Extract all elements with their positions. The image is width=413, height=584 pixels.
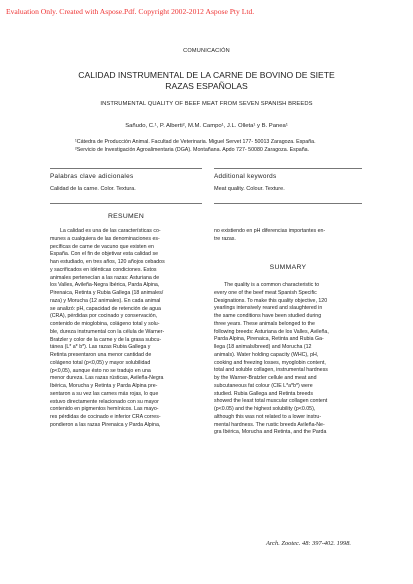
text-line: y sacrificados en idénticas condiciones. Estos <box>50 266 157 273</box>
text-line: raza) y Morucha (12 animales). En cada animal <box>50 297 161 304</box>
title-line: CALIDAD INSTRUMENTAL DE LA CARNE DE BOVINO DE SIETE <box>78 70 335 80</box>
keywords-en-text: Meat quality. Colour. Texture. <box>214 186 285 192</box>
summary-heading: SUMMARY <box>269 264 307 271</box>
section-label: COMUNICACIÓN <box>183 48 230 54</box>
journal-citation: Arch. Zootec. 48: 397-402. 1998. <box>266 540 351 547</box>
text-line: (p<0,05), aunque ésto no se tradujo en una <box>50 367 151 374</box>
text-line: Parda Alpina, Pirenaica, Retinta and Rubia Ga- <box>214 336 324 343</box>
text-line: sentaron a su vez las carnes más rojas, lo que <box>50 390 159 397</box>
text-line: total and soluble collagen, instrumental hardness <box>214 367 328 374</box>
affiliation: ²Servicio de Investigación Agroalimentaria (DGA). Montañana. Apdo 727- 50080 Zaragoza. España. <box>75 147 310 153</box>
text-line: every one of the beef meat Spanish Specific <box>214 289 317 296</box>
resumen-continued <box>214 228 362 244</box>
text-line: contenido en pigmentos hemínicos. Las mayo- <box>50 406 159 413</box>
keywords-es-heading: Palabras clave adicionales <box>50 173 134 180</box>
text-line: following breeds: Asturiana de los Valles, Avileña, <box>214 328 329 335</box>
text-line: España. Con el fin de objetivar esta calidad se <box>50 251 158 258</box>
text-line: by the Warner-Bratzler cellule and meat and <box>214 375 317 381</box>
text-line: se analizó: pH, capacidad de retención de agua <box>50 305 161 312</box>
text-line: subcutaneous fat colour (CIE L*a*b*) were <box>214 382 313 389</box>
text-line: los Valles, Avileña-Negra Ibérica, Parda Alpina, <box>50 282 160 289</box>
text-line: (p<0.05) and the highest solubility (p<0.05), <box>214 406 316 412</box>
article-title <box>60 70 353 91</box>
text-line: Designations. To make this quality objective, 120 <box>214 297 328 304</box>
text-line: pecíficas de carne de vacuno que existen en <box>50 243 154 250</box>
text-line: the same conditions have been studied during <box>214 313 322 319</box>
text-line: estuvo directamente relacionado con su mayor <box>50 398 159 405</box>
text-line: llega (18 animals/breed) and Morucha (12 <box>214 344 312 350</box>
text-line: contenido de mioglobina, colágeno total y solu- <box>50 321 160 327</box>
resumen-body <box>50 228 202 430</box>
text-line: Bratzler y color de la carne y de la grasa subcu- <box>50 336 162 343</box>
text-line: han estudiado, en tres años, 120 añojos cebados <box>50 259 165 265</box>
keywords-en-heading: Additional keywords <box>214 173 277 180</box>
text-line: tánea (L* a* b*). Las razas Rubia Gallega y <box>50 344 151 351</box>
keywords-es-text: Calidad de la carne. Color. Textura. <box>50 186 136 192</box>
text-line: colágeno total (p<0,05) y mayor solubilidad <box>50 359 151 366</box>
text-line: showed the least total muscular collagen content <box>214 398 328 405</box>
text-line: Pirenaica, Retinta y Rubia Gallega (18 animales/ <box>50 290 164 296</box>
text-line: studied. Rubia Gallega and Retinta breeds <box>214 390 313 397</box>
text-line: no existiendo en pH diferencias importantes en- <box>214 228 326 234</box>
divider <box>214 203 362 204</box>
english-title: INSTRUMENTAL QUALITY OF BEEF MEAT FROM SEVEN SPANISH BREEDS <box>100 101 313 107</box>
text-line: Ibérica, Morucha y Retinta y Parda Alpina pre- <box>50 383 158 389</box>
text-line: munes a cualquiera de las denominaciones es- <box>50 235 160 242</box>
text-line: pondieron a las razas Pirenaica y Parda Alpina, <box>50 421 161 428</box>
text-line: menor dureza. Las razas rústicas, Avileña-Negra <box>50 375 164 382</box>
text-line: mental hardness. The rustic breeds Avileña-Ne- <box>214 421 325 428</box>
text-line: tre razas. <box>214 235 236 242</box>
divider <box>50 203 202 204</box>
watermark: Evaluation Only. Created with Aspose.Pdf. Copyright 2002-2012 Aspose Pty Ltd. <box>6 7 255 16</box>
text-line: animales pertenecían a las razas: Asturiana de <box>50 274 160 281</box>
text-line: gra Ibérica, Morucha and Retinta, and the Parda <box>214 429 327 436</box>
text-line: although this was not related to a lower instru- <box>214 413 322 420</box>
resumen-heading: RESUMEN <box>107 213 145 220</box>
authors: Sañudo, C.¹, P. Alberti², M.M. Campo¹, J.L. Olleta¹ y B. Panea¹ <box>125 123 288 129</box>
summary-body <box>214 282 362 437</box>
title-line: RAZAS ESPAÑOLAS <box>165 80 248 91</box>
text-line: The quality is a common characteristic to <box>224 282 320 288</box>
text-line: ble, dureza instrumental con la célula de Warner- <box>50 328 165 335</box>
affiliation: ¹Cátedra de Producción Animal. Facultad de Veterinaria. Miguel Servet 177- 50013 Zaragoza. España. <box>75 139 316 145</box>
divider <box>214 168 362 169</box>
divider <box>50 168 202 169</box>
text-line: cooking and freezing losses, myoglobin content, <box>214 359 326 366</box>
text-line: Retinta presentaron una menor cantidad de <box>50 352 152 358</box>
text-line: animals). Water holding capacity (WHC), pH, <box>214 351 319 358</box>
text-line: res pérdidas de cocinado e inferior CRA corres- <box>50 414 161 420</box>
text-line: (CRA), pérdidas por cocinado y conservación, <box>50 313 158 320</box>
text-line: yearlings intensively reared and slaughtered in <box>214 305 323 312</box>
text-line: La calidad es una de las características co- <box>60 228 161 234</box>
text-line: three years. These animals belonged to the <box>214 320 315 327</box>
